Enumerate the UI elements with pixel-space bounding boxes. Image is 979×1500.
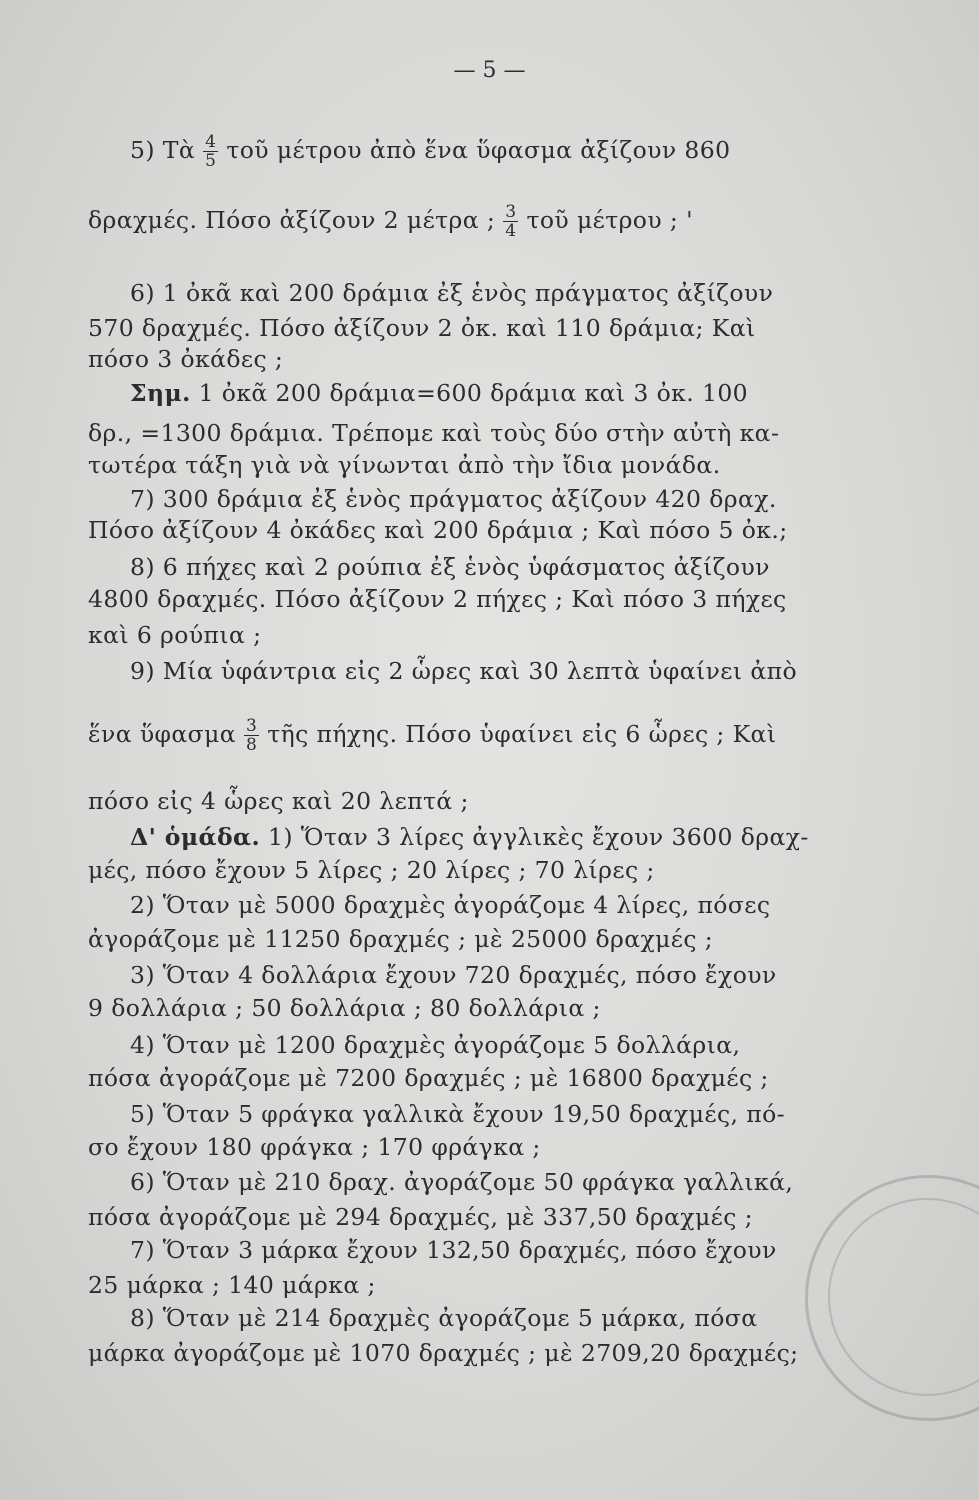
page-number: — 5 — — [453, 58, 526, 83]
note-line-3: τωτέρα τάξη γιὰ νὰ γίνωνται ἀπὸ τὴν ἴδια μονάδα. — [88, 451, 721, 479]
problem-5-line-2 — [88, 203, 848, 240]
problem-5-text-d: τοῦ μέτρου ; ' — [526, 206, 693, 234]
problem-9-line-1: 9) Μία ὑφάντρια εἰς 2 ὧρες καὶ 30 λεπτὰ ὑφαίνει ἀπὸ — [130, 657, 797, 685]
group-d-heading: Δ' ὁμάδα. — [130, 823, 261, 851]
group-d-q7-line-1: 7) Ὅταν 3 μάρκα ἔχουν 132,50 δραχμές, πόσο ἔχουν — [130, 1236, 777, 1264]
problem-8-line-3: καὶ 6 ρούπια ; — [88, 621, 262, 649]
problem-9-line-2: ἕνα ὕφασμα $\frac{3}{8}$ τῆς πήχης. Πόσο ὑφαίνει εἰς 6 ὧρες ; Καὶ — [88, 716, 777, 755]
fraction-four-fifths: $\frac{4}{5}$ — [205, 132, 217, 171]
note-line-2: δρ., =1300 δράμια. Τρέπομε καὶ τοὺς δύο στὴν αὐτὴ κα- — [88, 419, 780, 447]
problem-5-text-b: τοῦ μέτρου ἀπὸ ἕνα ὕφασμα ἀξίζουν 860 — [226, 136, 731, 164]
group-d-q8-line-1: 8) Ὅταν μὲ 214 δραχμὲς ἀγοράζομε 5 μάρκα, πόσα — [130, 1304, 758, 1332]
fraction-three-quarters: $\frac{3}{4}$ — [505, 202, 517, 241]
problem-5-text-c: δραχμές. Πόσο ἀξίζουν 2 μέτρα ; — [88, 206, 496, 234]
group-d-q3-line-1: 3) Ὅταν 4 δολλάρια ἔχουν 720 δραχμές, πόσο ἔχουν — [130, 961, 777, 989]
group-d-q6-line-2: πόσα ἀγοράζομε μὲ 294 δραχμές, μὲ 337,50 δραχμές ; — [88, 1203, 753, 1231]
group-d-q2-line-2: ἀγοράζομε μὲ 11250 δραχμές ; μὲ 25000 δραχμές ; — [88, 925, 714, 953]
problem-6-line-2: 570 δραχμές. Πόσο ἀξίζουν 2 ὀκ. καὶ 110 δράμια; Καὶ — [88, 314, 756, 342]
group-d-q7-line-2: 25 μάρκα ; 140 μάρκα ; — [88, 1271, 376, 1299]
problem-7-line-2: Πόσο ἀξίζουν 4 ὀκάδες καὶ 200 δράμια ; Καὶ πόσο 5 ὀκ.; — [88, 516, 788, 544]
problem-7-line-1: 7) 300 δράμια ἐξ ἑνὸς πράγματος ἀξίζουν 420 δραχ. — [130, 485, 777, 513]
problem-9-line-3: πόσο εἰς 4 ὧρες καὶ 20 λεπτά ; — [88, 787, 469, 815]
group-d-q5-line-2: σο ἔχουν 180 φράγκα ; 170 φράγκα ; — [88, 1133, 541, 1161]
group-d-q4-line-1: 4) Ὅταν μὲ 1200 δραχμὲς ἀγοράζομε 5 δολλάρια, — [130, 1031, 741, 1059]
note-label: Σημ. — [130, 379, 191, 407]
problem-8-line-1: 8) 6 πήχες καὶ 2 ρούπια ἐξ ἑνὸς ὑφάσματος ἀξίζουν — [130, 553, 770, 581]
problem-6-line-3: πόσο 3 ὀκάδες ; — [88, 345, 284, 373]
problem-5-text-a: 5) Τὰ — [130, 136, 196, 164]
problem-5-line-1 — [130, 133, 890, 170]
group-d-q4-line-2: πόσα ἀγοράζομε μὲ 7200 δραχμές ; μὲ 16800 δραχμές ; — [88, 1064, 769, 1092]
group-d-q1-line-1: Δ' ὁμάδα. 1) Ὅταν 3 λίρες ἀγγλικὲς ἔχουν 3600 δραχ- — [130, 823, 809, 851]
note-line-1: Σημ. 1 ὀκᾶ 200 δράμια=600 δράμια καὶ 3 ὀκ. 100 — [130, 379, 749, 407]
library-stamp-inner-ring — [828, 1198, 979, 1396]
group-d-q2-line-1: 2) Ὅταν μὲ 5000 δραχμὲς ἀγοράζομε 4 λίρες, πόσες — [130, 891, 771, 919]
group-d-q8-line-2: μάρκα ἀγοράζομε μὲ 1070 δραχμές ; μὲ 2709,20 δραχμές; — [88, 1339, 799, 1367]
problem-6-line-1: 6) 1 ὀκᾶ καὶ 200 δράμια ἐξ ἑνὸς πράγματος ἀξίζουν — [130, 279, 774, 307]
problem-8-line-2: 4800 δραχμές. Πόσο ἀξίζουν 2 πήχες ; Καὶ πόσο 3 πήχες — [88, 585, 787, 613]
group-d-q1-line-2: μές, πόσο ἔχουν 5 λίρες ; 20 λίρες ; 70 λίρες ; — [88, 856, 655, 884]
group-d-q5-line-1: 5) Ὅταν 5 φράγκα γαλλικὰ ἔχουν 19,50 δραχμές, πό- — [130, 1100, 785, 1128]
group-d-q3-line-2: 9 δολλάρια ; 50 δολλάρια ; 80 δολλάρια ; — [88, 994, 601, 1022]
fraction-three-eighths: $\frac{3}{8}$ — [246, 716, 258, 755]
group-d-q6-line-1: 6) Ὅταν μὲ 210 δραχ. ἀγοράζομε 50 φράγκα γαλλικά, — [130, 1168, 794, 1196]
